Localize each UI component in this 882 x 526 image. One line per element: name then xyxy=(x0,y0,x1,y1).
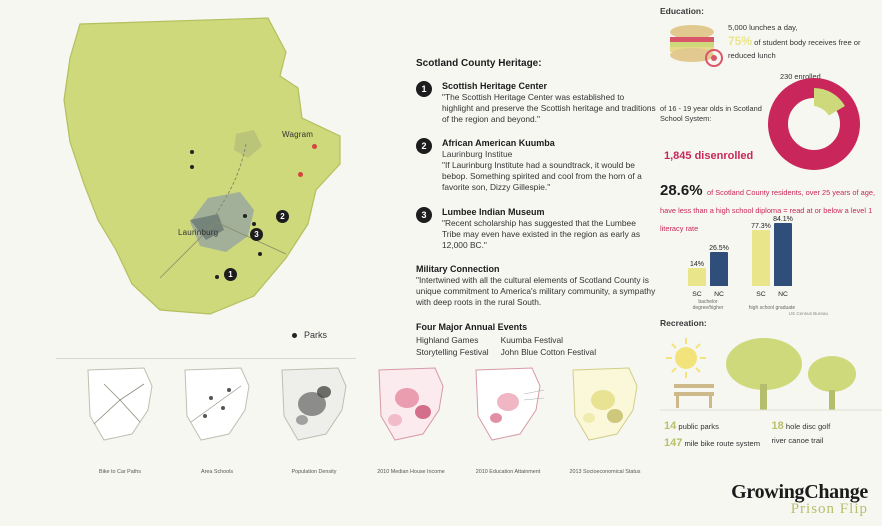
bar-sc-bachelor xyxy=(688,268,706,286)
lunches-line: 5,000 lunches a day, xyxy=(728,23,798,32)
heritage-entry-2 xyxy=(416,138,656,193)
mini-map-bike-paths xyxy=(74,364,166,448)
map-marker-2[interactable]: 2 xyxy=(276,210,289,223)
events-title: Four Major Annual Events xyxy=(416,322,528,333)
lunch-percent-rest: of student body receives free or reduced lunch xyxy=(728,38,861,61)
enrollment-donut-chart xyxy=(660,74,882,174)
park-dot xyxy=(258,252,262,256)
entry-quote-2: "If Laurinburg Institute had a soundtrack, it would be bebop. Something spirited and cool from the horn of a favorite son, Dizzy Gillespie." xyxy=(442,160,642,193)
events-column-2 xyxy=(501,335,596,359)
mini-map-socioeconomical-status xyxy=(559,364,651,448)
thumbnail-item[interactable] xyxy=(74,364,166,474)
park-dot xyxy=(190,150,194,154)
tree-icon xyxy=(726,338,802,410)
parks-legend-label: Parks xyxy=(304,330,328,340)
county-boundary xyxy=(64,18,340,314)
thumbnail-item[interactable] xyxy=(268,364,360,474)
logo-line-2: Prison Flip xyxy=(790,501,868,517)
annual-events-block xyxy=(416,322,656,359)
literacy-text: of Scotland County residents, over 25 years of age, have less than a high school diploma = read at or below a level 1 literacy rate xyxy=(660,188,876,233)
site-marker-dot xyxy=(298,172,303,177)
education-label: Education: xyxy=(660,6,704,16)
rec-stat-parks xyxy=(664,418,772,435)
recreation-section xyxy=(660,318,882,449)
mini-map-median-house-income xyxy=(365,364,457,448)
entry-badge-3: 3 xyxy=(416,207,432,223)
recreation-label: Recreation: xyxy=(660,318,707,328)
rec-stat-discgolf-number: 18 xyxy=(771,420,784,432)
bar-tick-nc-1: NC xyxy=(714,291,724,298)
tree-icon xyxy=(808,356,856,410)
military-quote: "Intertwined with all the cultural elements of Scotland County is unique commitment to America's military community, a sympathy with deep roots in the rural South. xyxy=(416,274,656,308)
bar-nc-hs xyxy=(774,223,792,286)
entry-name-2: African American Kuumba xyxy=(442,138,555,149)
city-label-laurinburg: Laurinburg xyxy=(178,228,219,237)
donut-context-text: of 16 - 19 year olds in Scotland School System: xyxy=(660,104,762,124)
rec-stat-parks-number: 14 xyxy=(664,420,677,432)
heritage-entry-1 xyxy=(416,81,656,125)
wagram-marker-dot xyxy=(312,144,317,149)
mini-map-education-attainment xyxy=(462,364,554,448)
rec-stat-parks-label: public parks xyxy=(678,422,719,431)
bar-caption-hs: high school graduate xyxy=(748,305,796,311)
rec-stat-bike xyxy=(664,435,772,452)
donut-disenrolled xyxy=(664,150,753,162)
rec-stat-discgolf xyxy=(772,418,880,435)
map-marker-1[interactable]: 1 xyxy=(224,268,237,281)
rec-stat-canoe-label: river canoe trail xyxy=(771,435,824,445)
bar-value-sc-bachelor: 14% xyxy=(689,261,704,268)
rec-stat-discgolf-label: hole disc golf xyxy=(785,422,831,431)
thumbnail-item[interactable] xyxy=(365,364,457,474)
bar-tick-sc-1: SC xyxy=(692,291,702,298)
bar-value-nc-hs: 84.1% xyxy=(773,216,793,223)
park-dot xyxy=(215,275,219,279)
entry-name-1: Scottish Heritage Center xyxy=(442,81,548,91)
thumbnail-caption: Area Schools xyxy=(200,469,234,475)
map-divider xyxy=(56,358,356,359)
thumbnail-item[interactable] xyxy=(171,364,263,474)
bar-tick-nc-2: NC xyxy=(778,291,788,298)
events-column-1 xyxy=(416,335,489,359)
bar-value-sc-hs: 77.3% xyxy=(751,223,771,230)
sun-icon xyxy=(666,338,706,378)
city-label-wagram: Wagram xyxy=(282,130,314,139)
thumbnail-caption: Population Density xyxy=(291,469,337,475)
bar-tick-sc-2: SC xyxy=(756,291,766,298)
literacy-percent: 28.6% xyxy=(660,182,703,199)
heritage-column xyxy=(416,58,656,359)
scotland-county-map xyxy=(40,14,350,324)
sandwich-icon xyxy=(664,24,724,68)
bar-chart-source: US Census Bureau xyxy=(788,311,828,316)
entry-sub-2: Laurinburg Institue xyxy=(442,149,513,160)
dot-icon xyxy=(292,333,297,338)
parks-legend xyxy=(292,330,327,340)
education-text xyxy=(728,22,878,61)
entry-badge-1: 1 xyxy=(416,81,432,97)
thumbnail-caption: 2013 Socioeconomical Status xyxy=(569,469,641,475)
recreation-illustration xyxy=(660,334,882,416)
bar-caption-bachelor: bachelor degree/higher xyxy=(692,299,724,311)
education-attainment-bar-chart xyxy=(688,212,828,316)
bar-value-nc-bachelor: 26.5% xyxy=(709,245,729,252)
thumbnail-caption: 2010 Education Attainment xyxy=(475,469,541,475)
entry-quote-1: "The Scottish Heritage Center was established to highlight and preserve the Scottish heritage and traditions of the region and beyond." xyxy=(442,92,656,125)
mini-map-area-schools xyxy=(171,364,263,448)
park-dot xyxy=(243,214,247,218)
county-map-panel xyxy=(0,0,410,380)
thumbnail-item[interactable] xyxy=(559,364,651,474)
thumbnail-map-strip xyxy=(74,364,654,474)
event-item: Highland Games xyxy=(416,335,479,346)
rec-stat-bike-label: mile bike route system xyxy=(684,438,761,448)
entry-name-3: Lumbee Indian Museum xyxy=(442,206,545,217)
thumbnail-item[interactable] xyxy=(462,364,554,474)
military-connection-entry xyxy=(416,264,656,308)
park-dot xyxy=(252,222,256,226)
disenrolled-value: 1,845 disenrolled xyxy=(664,150,754,162)
growing-change-logo xyxy=(731,481,868,518)
donut-graphic xyxy=(768,78,860,170)
entry-quote-3: "Recent scholarship has suggested that the Lumbee Tribe may even have existed in the region as early as 12,000 BC." xyxy=(442,217,641,250)
bench-icon xyxy=(674,384,714,408)
recreation-stats xyxy=(664,418,879,451)
entry-badge-2: 2 xyxy=(416,138,432,154)
park-dot xyxy=(190,165,194,169)
thumbnail-caption: Bike to Car Paths xyxy=(99,469,141,475)
infographic-column xyxy=(660,0,882,526)
logo-line-1: GrowingChange xyxy=(731,481,868,503)
donut-enrolled-label: 230 enrolled xyxy=(780,72,821,81)
heritage-entry-3 xyxy=(416,207,656,251)
rec-stat-bike-number: 147 xyxy=(664,436,683,449)
bar-sc-hs xyxy=(752,230,770,286)
bar-nc-bachelor xyxy=(710,252,728,286)
event-item: Storytelling Festival xyxy=(416,346,489,357)
military-name: Military Connection xyxy=(416,263,500,274)
lunch-percent: 75% xyxy=(728,34,753,48)
heritage-title: Scotland County Heritage: xyxy=(416,58,542,69)
education-section xyxy=(660,6,882,61)
event-item: Kuumba Festival xyxy=(500,335,563,346)
mini-map-population-density xyxy=(268,364,360,448)
map-marker-3[interactable]: 3 xyxy=(250,228,263,241)
event-item: John Blue Cotton Festival xyxy=(500,346,597,357)
rec-stat-canoe xyxy=(772,435,880,452)
thumbnail-caption: 2010 Median House Income xyxy=(377,469,445,475)
